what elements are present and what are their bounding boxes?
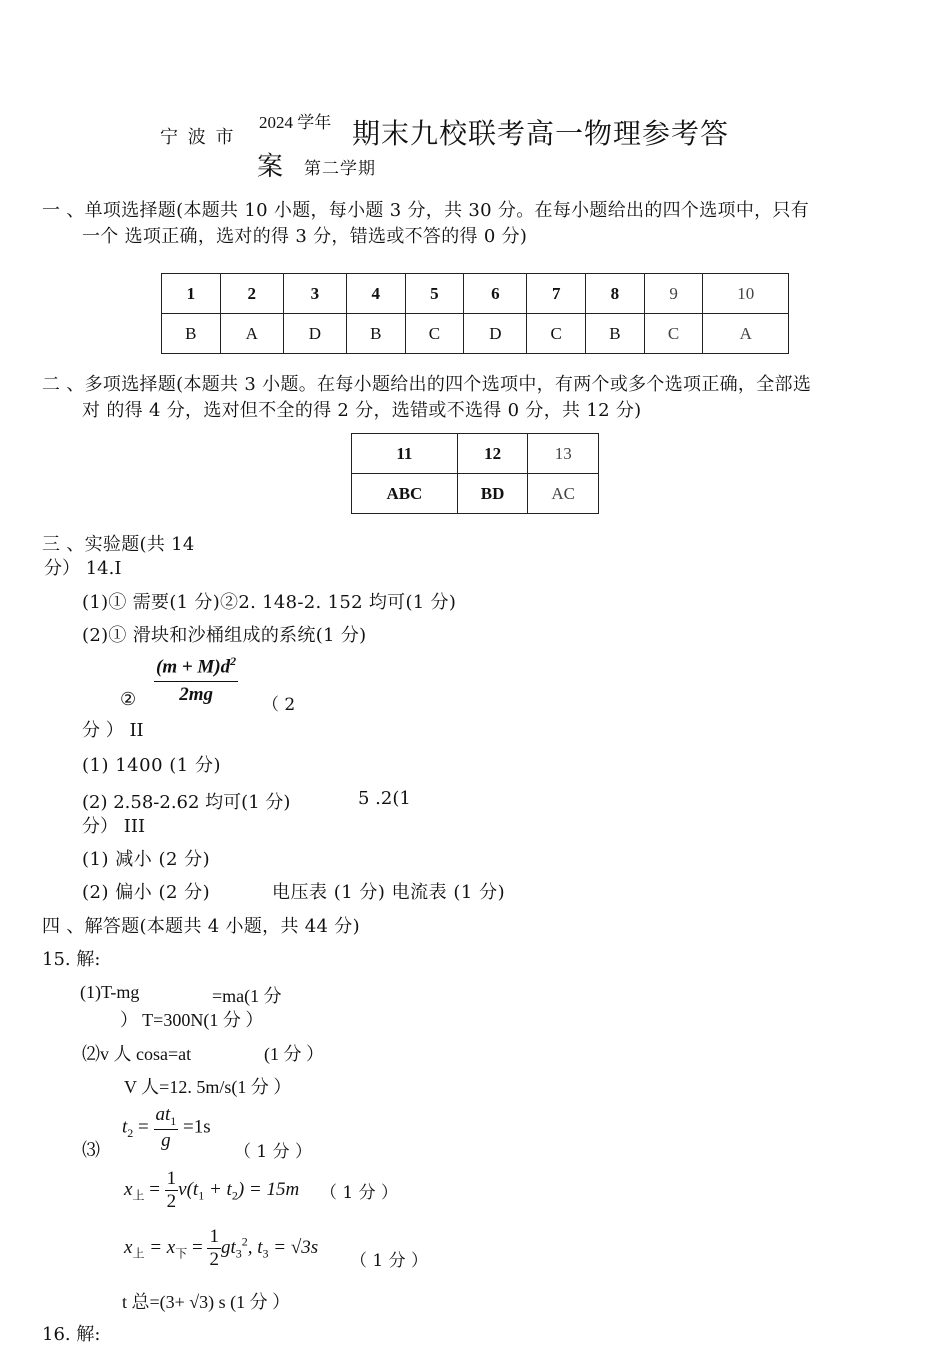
answer-line: 电压表 (1 分) 电流表 (1 分)	[272, 882, 506, 903]
eq-result: =1s	[183, 1116, 211, 1138]
header-city: 宁 波 市	[160, 127, 236, 148]
answer-line: 5 .2(1	[358, 788, 411, 809]
table-cell: A	[703, 314, 789, 354]
score-text: （ 1 分 ）	[320, 1183, 399, 1203]
section1-heading: 一 、单项选择题(本题共 10 小题，每小题 3 分，共 30 分。在每小题给出的四个选项中，只有	[42, 200, 810, 221]
question-label: 15. 解:	[42, 949, 101, 970]
eq-term: v(t	[178, 1178, 199, 1200]
table-row-numbers	[162, 274, 789, 314]
eq-term: , t	[247, 1236, 263, 1258]
formula-denominator: 2mg	[179, 684, 213, 706]
table-cell: 4	[346, 274, 405, 314]
section3-heading: 三 、实验题(共 14	[42, 534, 195, 555]
table-cell: B	[586, 314, 645, 354]
eq-symbol: x	[124, 1178, 133, 1200]
table-cell: AC	[528, 474, 599, 514]
table-cell: 1	[162, 274, 221, 314]
equation-t2: $t_2$ = $\frac{at_1}{g}$ =1s	[122, 1104, 211, 1151]
question-label: 16. 解:	[42, 1324, 101, 1345]
table-cell: D	[283, 314, 346, 354]
eq-subscript: 上	[132, 1246, 145, 1261]
solution-total: t 总=(3+ √3) s (1 分 ）	[122, 1292, 291, 1312]
solution-line: V 人=12. 5m/s(1 分 ）	[124, 1077, 292, 1097]
table-cell: C	[405, 314, 464, 354]
solution-line: ⑵v 人 cosa=at	[82, 1044, 192, 1064]
table-cell: 12	[457, 434, 528, 474]
table-cell: D	[464, 314, 527, 354]
eq-symbol: t	[122, 1116, 128, 1138]
eq-subscript: 上	[132, 1188, 145, 1203]
section2-heading-cont: 对 的得 4 分，选对但不全的得 2 分，选错或不选得 0 分，共 12 分)	[82, 400, 642, 421]
table-cell: BD	[457, 474, 528, 514]
eq-numerator: at	[155, 1104, 171, 1125]
step-label: ⑶	[82, 1140, 100, 1160]
eq-subscript: 2	[127, 1126, 134, 1141]
answer-line: (1) 减小 (2 分)	[82, 849, 211, 870]
answer-line: (1) 1400 (1 分)	[82, 755, 221, 776]
eq-denominator: 2	[209, 1249, 219, 1270]
page-title: 期末九校联考高一物理参考答	[352, 117, 730, 150]
eq-term: = x	[144, 1236, 176, 1258]
table-cell: C	[527, 314, 586, 354]
eq-subscript: 2	[231, 1188, 238, 1203]
eq-denominator: g	[161, 1129, 171, 1151]
header-semester: 第二学期	[304, 159, 376, 179]
eq-subscript: 1	[198, 1188, 205, 1203]
table-row-answers	[162, 314, 789, 354]
score-text: (1 分 ）	[264, 1044, 324, 1064]
eq-numerator: 1	[166, 1168, 177, 1189]
table-cell: 8	[586, 274, 645, 314]
section4-heading: 四 、解答题(本题共 4 小题，共 44 分)	[42, 916, 360, 937]
table-cell: B	[162, 314, 221, 354]
table-cell: 3	[283, 274, 346, 314]
eq-result: ) = 15m	[237, 1178, 300, 1200]
table-cell: 11	[352, 434, 458, 474]
eq-denominator: 2	[166, 1191, 177, 1212]
eq-subscript: 3	[262, 1246, 269, 1261]
section1-answer-table	[161, 273, 789, 354]
circled-number: ②	[120, 689, 137, 710]
eq-subscript: 3	[235, 1246, 242, 1261]
table-cell: 5	[405, 274, 464, 314]
score-text: （ 2	[262, 695, 296, 715]
page-title-continued: 案	[257, 152, 284, 182]
answer-line: (2) 偏小 (2 分)	[82, 882, 211, 903]
table-cell: B	[346, 314, 405, 354]
section1-heading-cont: 一个 选项正确，选对的得 3 分，错选或不答的得 0 分)	[82, 226, 528, 247]
table-row-numbers	[352, 434, 599, 474]
score-text: （ 1 分 ）	[350, 1251, 429, 1271]
formula-exponent: 2	[230, 654, 237, 668]
table-cell: C	[644, 314, 703, 354]
table-cell: 13	[528, 434, 599, 474]
table-cell: ABC	[352, 474, 458, 514]
eq-term: + t	[204, 1178, 232, 1200]
section2-heading: 二 、多项选择题(本题共 3 小题。在每小题给出的四个选项中，有两个或多个选项正确，全部选	[42, 374, 812, 395]
eq-exponent: 2	[241, 1234, 248, 1249]
answer-line: (2)① 滑块和沙桶组成的系统(1 分)	[82, 625, 367, 646]
table-cell: 9	[644, 274, 703, 314]
answer-line: 分） III	[82, 816, 146, 837]
equation-x-equal: $x_上 = x_下$ = $\frac{1}{2}$ $gt_3^2$, $t_3 = √3s$	[124, 1226, 319, 1270]
answer-line: (1)① 需要(1 分)②2. 148-2. 152 均可(1 分)	[82, 592, 457, 613]
score-text: （ 1 分 ）	[234, 1142, 313, 1162]
solution-line: (1)T-mg	[80, 982, 140, 1002]
formula-numerator: (m + M)d	[156, 656, 231, 678]
table-cell: 10	[703, 274, 789, 314]
formula	[154, 654, 238, 706]
answer-line: (2) 2.58-2.62 均可(1 分)	[82, 792, 291, 813]
eq-subscript: 1	[170, 1113, 177, 1128]
solution-line: ） T=300N(1 分 ）	[120, 1010, 264, 1030]
eq-term: gt	[220, 1236, 236, 1258]
header-year: 2024 学年	[259, 113, 332, 132]
solution-line: =ma(1 分	[212, 986, 282, 1006]
eq-symbol: x	[124, 1236, 133, 1258]
table-cell: 6	[464, 274, 527, 314]
table-cell: 7	[527, 274, 586, 314]
answer-line: 分 ） II	[82, 720, 144, 741]
eq-numerator: 1	[209, 1226, 219, 1247]
table-cell: A	[220, 314, 283, 354]
eq-result: = √3s	[268, 1236, 319, 1258]
section3-heading-cont: 分） 14.I	[44, 558, 122, 579]
equation-x-up: $x_上$ = $\frac{1}{2}$ $v(t_1 + t_2) = 15m$	[124, 1168, 300, 1212]
table-cell: 2	[220, 274, 283, 314]
section2-answer-table	[351, 433, 599, 514]
table-row-answers	[352, 474, 599, 514]
eq-subscript: 下	[175, 1246, 188, 1261]
